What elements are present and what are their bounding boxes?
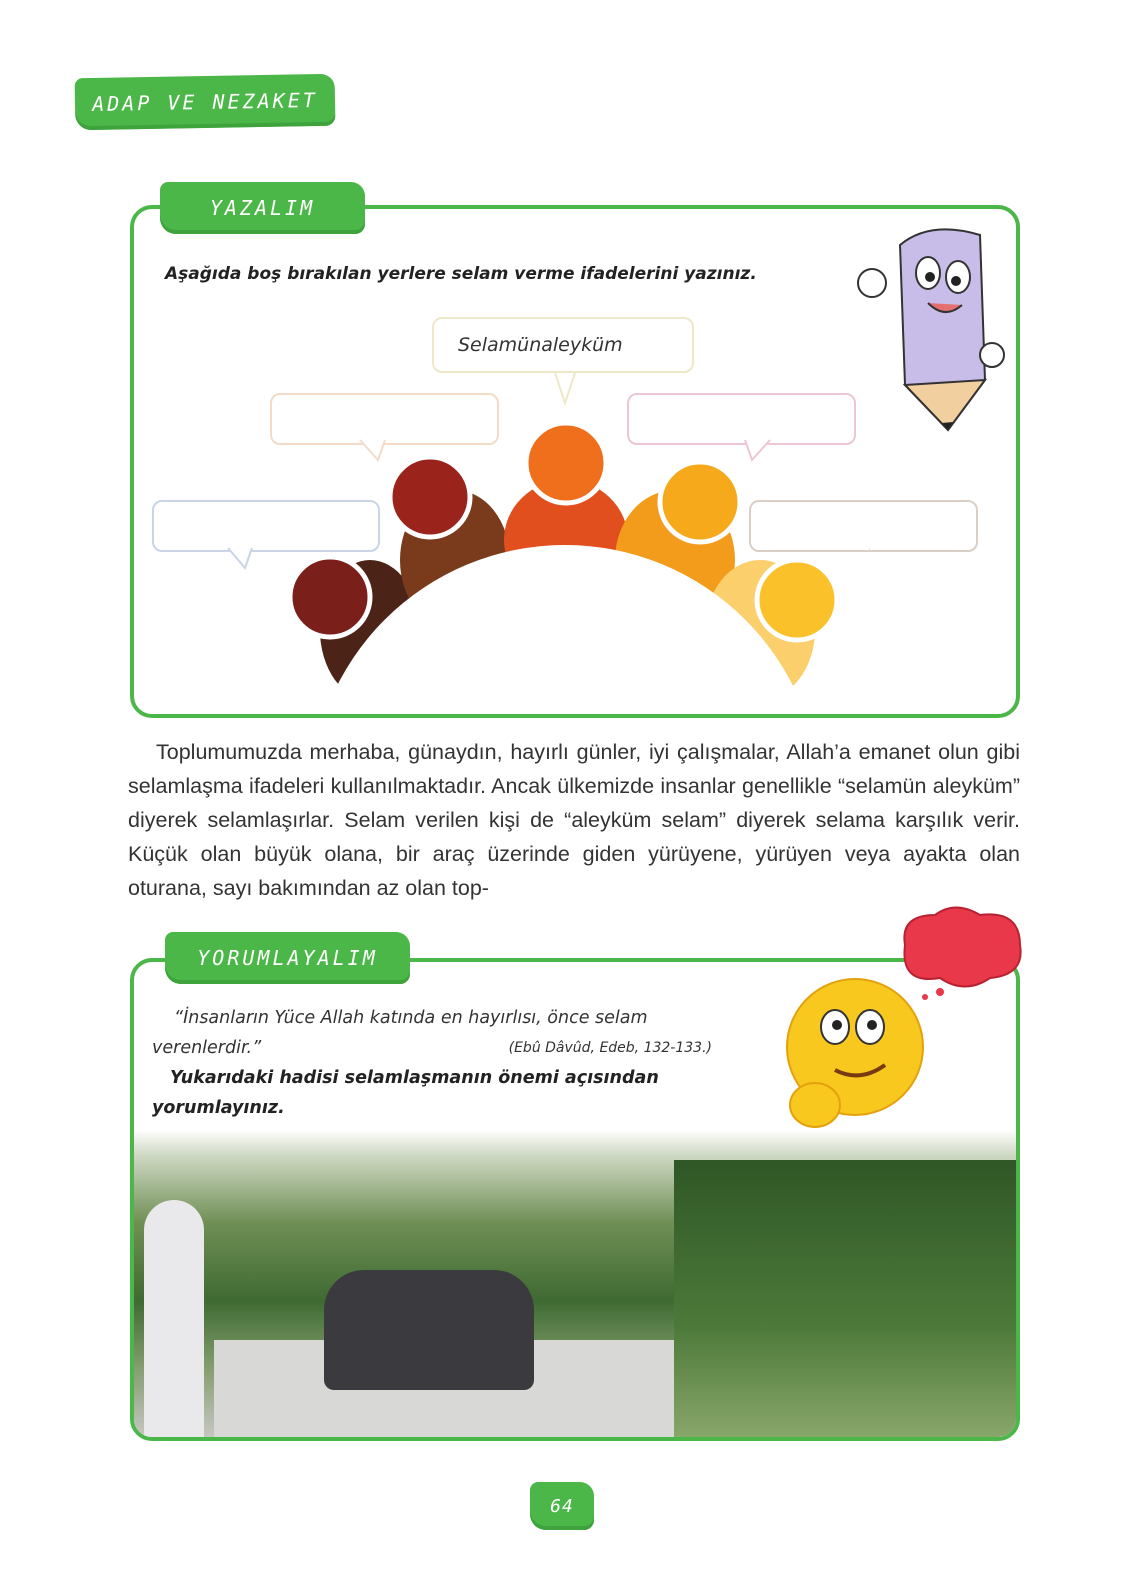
hadith-source: (Ebû Dâvûd, Edeb, 132-133.) xyxy=(508,1040,712,1056)
thinking-emoji-icon xyxy=(780,975,930,1135)
speech-bubble-center[interactable] xyxy=(432,317,694,373)
page-number xyxy=(530,1482,594,1530)
park-greeting-photo xyxy=(134,1130,1016,1440)
person-head xyxy=(390,457,470,537)
yorumlayalim-tab-label: YORUMLAYALIM xyxy=(197,946,378,970)
section-tag-label: ADAP VE NEZAKET xyxy=(91,88,319,116)
person-head xyxy=(526,423,606,503)
body-paragraph: Toplumumuzda merhaba, günaydın, hayırlı günler, iyi çalışmalar, Allah’a emanet olun gibi selamlaşma ifadeleri kullanılmaktadır. Ancak ülkemizde insanlar genellikle “selamün aleyküm” diyerek selamlaşırlar. Selam verilen kişi de “aleyküm selam” diyerek selama karşılık verir. Küçük olan büyük olana, bir araç üzerinde giden yürüyene, yürüyen veya ayakta olan oturana, sayı bakımından az olan top- xyxy=(128,740,1020,900)
section-tag xyxy=(75,74,336,131)
pencil-mascot-icon xyxy=(850,215,1010,440)
hadith-quote-block xyxy=(152,1003,712,1123)
person-head xyxy=(757,560,837,640)
yazalim-instruction: Aşağıda boş bırakılan yerlere selam verme ifadelerini yazınız. xyxy=(165,264,757,284)
person-head xyxy=(660,462,740,542)
people-semicircle-illustration xyxy=(150,370,870,700)
speech-bubble-center-text: Selamünaleyküm xyxy=(458,334,623,356)
page-number-label: 64 xyxy=(550,1495,574,1517)
photo-elders xyxy=(324,1270,534,1390)
photo-boy xyxy=(144,1200,204,1440)
yazalim-tab-label: YAZALIM xyxy=(209,196,316,220)
yazalim-tab xyxy=(160,182,365,234)
person-head xyxy=(290,557,370,637)
yorumlayalim-task: Yukarıdaki hadisi selamlaşmanın önemi açısından yorumlayınız. xyxy=(152,1068,659,1118)
hadith-quote: “İnsanların Yüce Allah katında en hayırlısı, önce selam verenlerdir.” xyxy=(152,1008,648,1058)
yorumlayalim-tab xyxy=(165,932,410,984)
photo-trees xyxy=(674,1160,1016,1440)
